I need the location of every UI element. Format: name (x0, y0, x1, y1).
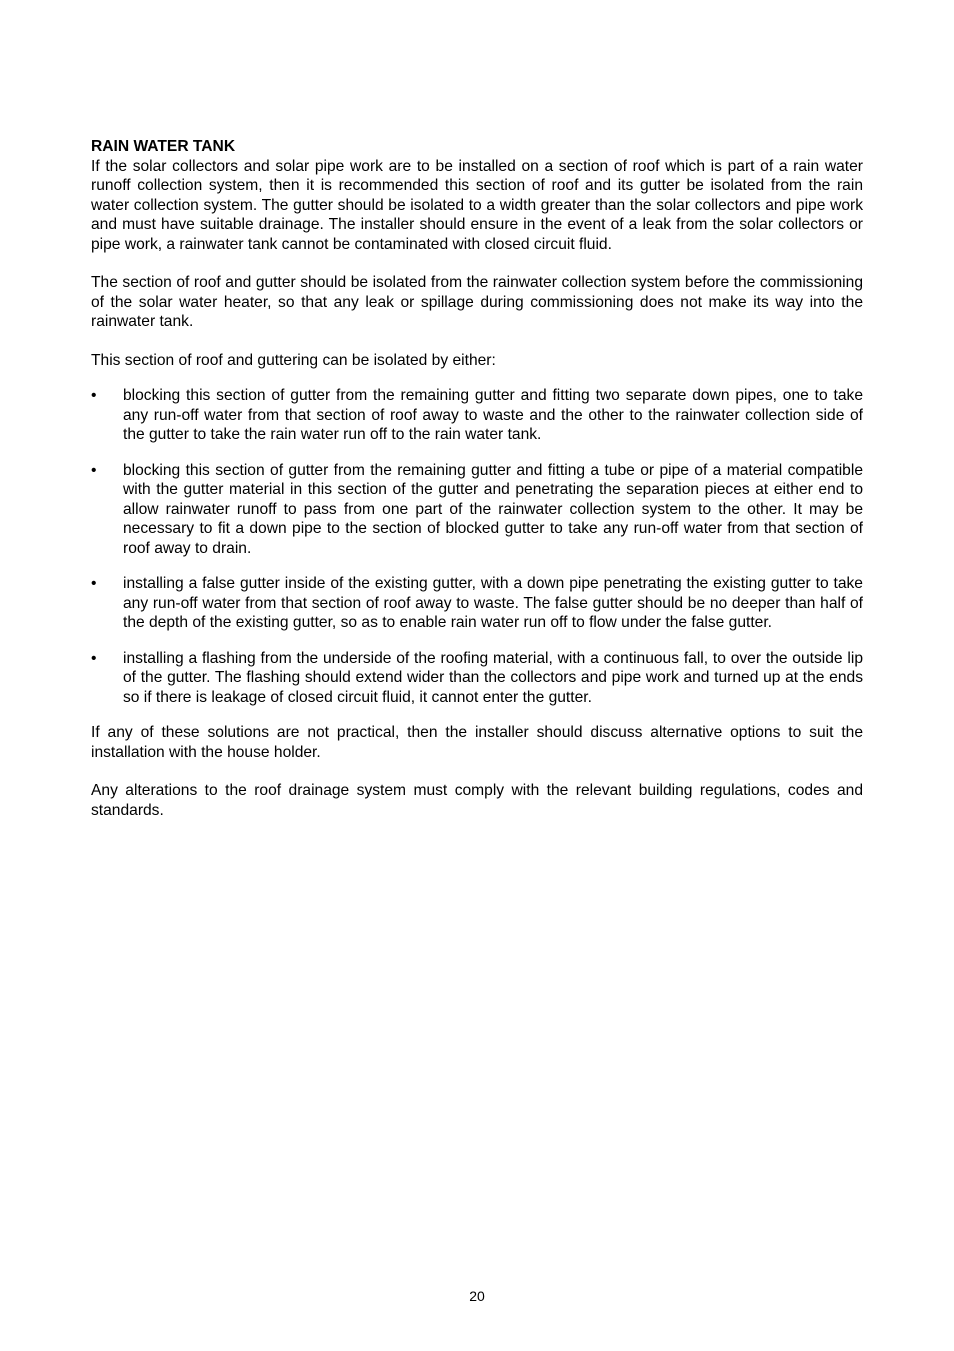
paragraph-regulations: Any alterations to the roof drainage system must comply with the relevant building regulations, codes and standards. (91, 782, 863, 819)
list-item-text: blocking this section of gutter from the remaining gutter and fitting two separate down pipes, one to take any run-off water from that section of roof away to waste and the other to the rainwater collection side of the gutter to take the rain water run off to the rain water tank. (123, 387, 863, 443)
paragraph-isolation-options: This section of roof and guttering can be isolated by either: (91, 351, 496, 369)
list-item (91, 649, 863, 708)
section-heading: RAIN WATER TANK (91, 138, 236, 155)
paragraph-alternatives: If any of these solutions are not practical, then the installer should discuss alternative options to suit the installation with the house holder. (91, 724, 863, 761)
bullet-icon: • (91, 461, 97, 479)
paragraph-commissioning: The section of roof and gutter should be isolated from the rainwater collection system before the commissioning of the solar water heater, so that any leak or spillage during commissioning does not make its way into the rainwater tank. (91, 274, 863, 330)
list-item-text: installing a false gutter inside of the existing gutter, with a down pipe penetrating the existing gutter to take any run-off water from that section of roof away to waste. The false gutter should be no deeper than half of the depth of the existing gutter, so as to enable rain water run off to flow under the false gutter. (123, 575, 863, 631)
list-item (91, 386, 863, 445)
isolation-methods-list (91, 386, 863, 707)
bullet-icon: • (91, 387, 97, 404)
page-number: 20 (469, 1288, 485, 1304)
bullet-icon: • (91, 575, 97, 592)
bullet-icon: • (91, 649, 97, 667)
list-item-text: installing a flashing from the underside of the roofing material, with a continuous fall, to over the outside lip of the gutter. The flashing should extend wider than the collectors and pipe work and turned up at the ends so if there is leakage of closed circuit fluid, it cannot enter the gutter. (123, 649, 863, 706)
list-item (91, 461, 863, 559)
paragraph-intro: If the solar collectors and solar pipe work are to be installed on a section of roof which is part of a rain water runoff collection system, then it is recommended this section of roof and its gutter be isolated from the rain water collection system. The gutter should be isolated to a width greater than the solar collectors and pipe work and must have suitable drainage. The installer should ensure in the event of a leak from the solar collectors or pipe work, a rainwater tank cannot be contaminated with closed circuit fluid. (91, 157, 863, 253)
list-item (91, 574, 863, 633)
list-item-text: blocking this section of gutter from the remaining gutter and fitting a tube or pipe of a material compatible with the gutter material in this section of the gutter and penetrating the separation pieces at either end to allow rainwater runoff to pass from one part of the rainwater collection system to the other. It may be necessary to fit a down pipe to the section of blocked gutter to take any run-off water from that section of roof away to drain. (123, 461, 863, 557)
document-body (91, 137, 863, 820)
